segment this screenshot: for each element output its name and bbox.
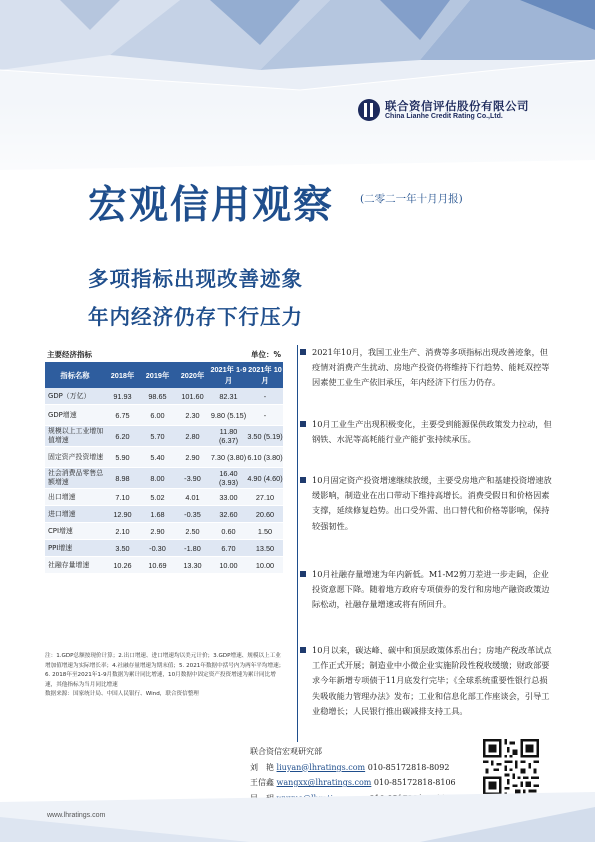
bullet-square-icon — [300, 421, 306, 427]
table-cell: 5.02 — [140, 489, 175, 506]
table-cell: 2.90 — [175, 447, 210, 468]
table-cell: 27.10 — [247, 489, 283, 506]
table-cell: GDP（万亿） — [45, 388, 105, 405]
table-cell: GDP增速 — [45, 405, 105, 426]
table-cell: 1.50 — [247, 523, 283, 540]
logo-mark-icon — [358, 99, 380, 121]
table-cell: 91.93 — [105, 388, 140, 405]
summary-bullet — [312, 345, 552, 391]
indicator-table — [45, 362, 283, 574]
contact-phone: 010-85172818-8092 — [367, 762, 450, 772]
table-cell: 11.80 (6.37) — [210, 426, 247, 447]
table-cell: 固定资产投资增速 — [45, 447, 105, 468]
table-cell: 8.98 — [105, 468, 140, 489]
table-source: 数据来源：国家统计局、中国人民银行、Wind，联合资信整理 — [45, 691, 199, 697]
table-cell: 10.26 — [105, 557, 140, 574]
table-cell: 3.50 (5.19) — [247, 426, 283, 447]
summary-bullet-text: 10月以来，碳达峰、碳中和顶层政策体系出台；房地产税改革试点工作正式开展；制造业中小微企业实施阶段性税收缓缴；财政部要求今年新增专项债于11月底发行完毕；《全球系统重要性银行总损失吸收能力管理办法》发布；工业和信息化部工作座谈会，引导工业稳增长；人民银行推出碳减排支持工具。 — [312, 645, 552, 716]
table-cell: 8.00 — [140, 468, 175, 489]
table-cell: 7.10 — [105, 489, 140, 506]
table-cell: 101.60 — [175, 388, 210, 405]
table-header-cell: 2021年 10月 — [247, 362, 283, 388]
table-cell: 2.10 — [105, 523, 140, 540]
table-cell: 出口增速 — [45, 489, 105, 506]
table-cell: -0.35 — [175, 506, 210, 523]
table-unit: 单位：% — [251, 350, 282, 359]
summary-bullet-text: 10月社融存量增速为年内新低。M1-M2剪刀差进一步走阔，企业投资意愿下降。随着地方政府专项债券的发行和房地产融资政策边际松动，社融存量增速或将有所回升。 — [312, 569, 550, 610]
table-cell: 12.90 — [105, 506, 140, 523]
table-header-cell: 2019年 — [140, 362, 175, 388]
contact-org: 联合资信宏观研究部 — [250, 747, 322, 756]
bullet-square-icon — [300, 477, 306, 483]
table-header-cell: 指标名称 — [45, 362, 105, 388]
table-header-cell: 2018年 — [105, 362, 140, 388]
table-caption: 主要经济指标 — [47, 350, 92, 359]
report-title: 宏观信用观察 — [88, 183, 335, 228]
table-row — [45, 388, 283, 405]
headline-2: 年内经济仍存下行压力 — [88, 305, 303, 329]
table-cell: 82.31 — [210, 388, 247, 405]
table-cell: 2.30 — [175, 405, 210, 426]
website-link[interactable]: www.lhratings.com — [47, 812, 106, 819]
table-cell: 5.90 — [105, 447, 140, 468]
contact-email-link[interactable]: wangxx@lhratings.com — [276, 778, 372, 787]
table-cell: 5.40 — [140, 447, 175, 468]
company-name-en: China Lianhe Credit Rating Co.,Ltd. — [385, 113, 503, 120]
table-cell: 32.60 — [210, 506, 247, 523]
summary-bullet — [312, 417, 552, 447]
table-row — [45, 426, 283, 447]
table-cell: -3.90 — [175, 468, 210, 489]
bullet-square-icon — [300, 647, 306, 653]
table-cell: 4.01 — [175, 489, 210, 506]
table-cell: 2.50 — [175, 523, 210, 540]
table-cell: 进口增速 — [45, 506, 105, 523]
table-cell: 7.30 (3.80) — [210, 447, 247, 468]
table-row — [45, 557, 283, 574]
table-cell: 2.90 — [140, 523, 175, 540]
table-cell: 社融存量增速 — [45, 557, 105, 574]
table-row — [45, 523, 283, 540]
table-cell: 6.70 — [210, 540, 247, 557]
table-row — [45, 489, 283, 506]
summary-bullet-text: 10月工业生产出现积极变化，主要受到能源保供政策发力拉动，但钢铁、水泥等高耗能行业产能扩张持续承压。 — [312, 419, 552, 445]
table-cell: -0.30 — [140, 540, 175, 557]
table-row — [45, 540, 283, 557]
footer-banner-graphic — [0, 772, 595, 842]
table-row — [45, 468, 283, 489]
table-header-cell: 2021年 1-9月 — [210, 362, 247, 388]
table-row — [45, 506, 283, 523]
report-edition: (二零二一年十月月报) — [360, 193, 463, 205]
bullet-square-icon — [300, 349, 306, 355]
company-name-cn: 联合资信评估股份有限公司 — [385, 99, 529, 113]
table-cell: 16.40 (3.93) — [210, 468, 247, 489]
summary-bullet — [312, 473, 552, 534]
bullet-square-icon — [300, 571, 306, 577]
table-notes — [45, 652, 285, 700]
table-cell: CPI增速 — [45, 523, 105, 540]
table-cell: 规模以上工业增加值增速 — [45, 426, 105, 447]
table-cell: 6.75 — [105, 405, 140, 426]
summary-bullet-text: 10月固定资产投资增速继续放缓，主要受房地产和基建投资增速放缓影响，制造业在出口带动下维持高增长。消费受假日和价格因素支撑，延续修复趋势。出口受外需、出口替代和价格等影响，保持较强韧性。 — [312, 475, 552, 531]
headline-1: 多项指标出现改善迹象 — [88, 267, 303, 291]
table-cell: 6.10 (3.80) — [247, 447, 283, 468]
contact-email-link[interactable]: liuyan@lhratings.com — [276, 762, 366, 772]
table-cell: 9.80 (5.15) — [210, 405, 247, 426]
table-cell: 98.65 — [140, 388, 175, 405]
table-cell: 33.00 — [210, 489, 247, 506]
summary-bullet-text: 2021年10月，我国工业生产、消费等多项指标出现改善迹象，但疫情对消费产生扰动、房地产投资仍将维持下行趋势、能耗双控等因素使工业生产依旧承压，年内经济下行压力仍存。 — [312, 347, 550, 388]
table-cell: 6.20 — [105, 426, 140, 447]
table-cell: 3.50 — [105, 540, 140, 557]
table-row — [45, 447, 283, 468]
contact-name: 王信鑫 — [250, 778, 274, 787]
table-cell: 13.50 — [247, 540, 283, 557]
table-cell: - — [247, 405, 283, 426]
table-cell: -1.80 — [175, 540, 210, 557]
table-header-row — [45, 362, 283, 388]
table-cell: 5.70 — [140, 426, 175, 447]
table-cell: 2.80 — [175, 426, 210, 447]
table-cell: 10.69 — [140, 557, 175, 574]
table-cell: PPI增速 — [45, 540, 105, 557]
summary-bullet — [312, 567, 552, 613]
table-cell: 4.90 (4.60) — [247, 468, 283, 489]
table-notes-text: 注：1.GDP总额按现价计算；2.出口增速、进口增速均以美元计价；3.GDP增速、规模以上工业增加值增速为实际增长率；4.社融存量增速为期末值；5. 2021年数据中括号内为两年平均增速；6. 2018年至2021年1-9月数据为累计同比增速，10月数据中固定资产投资增速为累计同比增速，其他指标为当月同比增速 — [45, 653, 285, 688]
table-cell: 6.00 — [140, 405, 175, 426]
table-cell: 0.60 — [210, 523, 247, 540]
summary-column — [297, 345, 550, 742]
contact-name: 刘 艳 — [250, 762, 274, 772]
table-cell: 20.60 — [247, 506, 283, 523]
table-cell: 13.30 — [175, 557, 210, 574]
table-row — [45, 405, 283, 426]
contact-phone: 010-85172818-8106 — [373, 778, 456, 787]
table-header-cell: 2020年 — [175, 362, 210, 388]
company-logo — [358, 98, 558, 126]
table-cell: 社会消费品零售总额增速 — [45, 468, 105, 489]
table-cell: 10.00 — [210, 557, 247, 574]
table-cell: - — [247, 388, 283, 405]
summary-bullet — [312, 643, 552, 719]
table-cell: 1.68 — [140, 506, 175, 523]
table-cell: 10.00 — [247, 557, 283, 574]
